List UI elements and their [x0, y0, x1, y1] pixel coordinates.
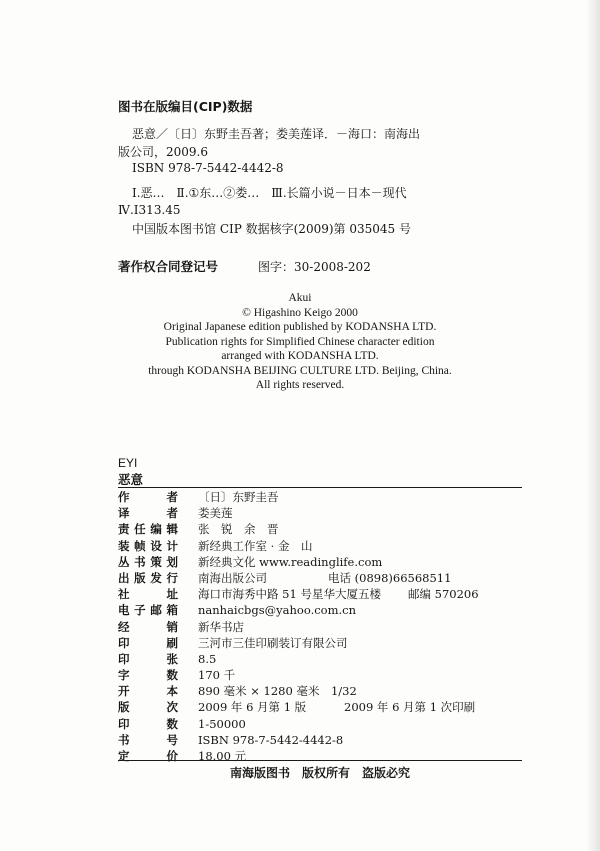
- info-label: 开本: [118, 684, 178, 699]
- cip-subject: Ⅰ.恶… Ⅱ.①东…②娄… Ⅲ.长篇小说－日本－现代: [132, 186, 407, 200]
- publication-info-table: [118, 489, 522, 764]
- info-value: 新华书店: [198, 619, 244, 634]
- info-label: 经销: [118, 619, 178, 634]
- info-label: 字数: [118, 668, 178, 683]
- info-value: 2009 年 6 月第 1 版: [198, 700, 307, 715]
- info-label: 责任编辑: [118, 522, 178, 537]
- divider-bottom: [118, 760, 522, 761]
- cip-heading: 图书在版编目(CIP)数据: [118, 99, 253, 114]
- info-label: 印张: [118, 651, 178, 666]
- info-row: [118, 489, 522, 505]
- info-label: 译者: [118, 506, 178, 521]
- info-label: 出版发行: [118, 570, 178, 585]
- info-value: 8.5: [198, 651, 217, 666]
- info-extra: 邮编 570206: [408, 587, 479, 602]
- info-value: 娄美莲: [198, 506, 233, 521]
- cip-record-number: 中国版本图书馆 CIP 数据核字(2009)第 035045 号: [132, 222, 411, 236]
- info-row: [118, 570, 522, 586]
- cip-classification: Ⅳ.I313.45: [118, 203, 181, 217]
- info-row: [118, 619, 522, 635]
- series-code: EYI: [118, 456, 138, 470]
- info-row: [118, 651, 522, 667]
- info-label: 作者: [118, 490, 178, 504]
- copyright-notice: [150, 291, 450, 393]
- info-row: [118, 667, 522, 683]
- copyright-line: arranged with KODANSHA LTD.: [221, 350, 379, 362]
- info-row: [118, 505, 522, 521]
- info-row: [118, 554, 522, 570]
- copyright-holder: © Higashino Keigo 2000: [242, 306, 358, 319]
- info-value: 新经典文化 www.readinglife.com: [198, 554, 383, 569]
- info-value: 890 毫米 × 1280 毫米 1/32: [198, 684, 357, 699]
- info-row: [118, 748, 522, 764]
- copyright-line: through KODANSHA BEIJING CULTURE LTD. Beijing, China.: [148, 364, 452, 377]
- info-label: 版次: [118, 700, 178, 715]
- info-row: [118, 699, 522, 715]
- scan-shadow: [586, 0, 600, 851]
- info-extra: 电话 (0898)66568511: [328, 570, 452, 585]
- info-value: ISBN 978-7-5442-4442-8: [198, 732, 344, 747]
- cip-line: 版公司，2009.6: [118, 145, 208, 159]
- copyright-line: Original Japanese edition published by KODANSHA LTD.: [163, 321, 437, 333]
- info-row: [118, 538, 522, 554]
- info-row: [118, 635, 522, 651]
- info-row: [118, 521, 522, 537]
- info-label: 印刷: [118, 635, 178, 650]
- cip-isbn: ISBN 978-7-5442-4442-8: [132, 161, 284, 175]
- info-value: 〔日〕东野圭吾: [198, 490, 279, 504]
- info-row: [118, 732, 522, 748]
- info-value: nanhaicbgs@yahoo.com.cn: [198, 603, 357, 618]
- original-title: Akui: [288, 292, 312, 304]
- info-value: 三河市三佳印刷装订有限公司: [198, 635, 348, 650]
- info-extra: 2009 年 6 月第 1 次印刷: [344, 700, 476, 715]
- info-label: 社址: [118, 587, 178, 602]
- info-label: 定价: [118, 749, 178, 763]
- info-value: 海口市海秀中路 51 号星华大厦五楼: [198, 587, 381, 602]
- cip-line: 恶意／〔日〕东野圭吾著；娄美莲译．－海口：南海出: [132, 127, 421, 141]
- info-label: 丛书策划: [118, 554, 178, 569]
- divider-top: [118, 487, 522, 488]
- info-value: 南海出版公司: [198, 570, 267, 585]
- info-label: 电子邮箱: [118, 603, 178, 618]
- info-row: [118, 602, 522, 618]
- info-value: 170 千: [198, 668, 236, 683]
- info-value: 新经典工作室 · 金 山: [198, 538, 313, 553]
- info-row: [118, 586, 522, 602]
- copyright-line: Publication rights for Simplified Chinese character edition: [165, 335, 435, 348]
- registration-value: 图字：30-2008-202: [258, 260, 371, 274]
- info-value: 18.00 元: [198, 749, 247, 763]
- info-row: [118, 683, 522, 699]
- footer-notice: 南海版图书 版权所有 盗版必究: [229, 766, 410, 780]
- info-value: 1-50000: [198, 716, 246, 731]
- copyright-line: All rights reserved.: [255, 379, 345, 391]
- info-label: 书号: [118, 732, 178, 747]
- info-label: 装帧设计: [118, 538, 178, 553]
- info-label: 印数: [118, 716, 178, 731]
- book-title: 恶意: [118, 472, 144, 487]
- registration-label: 著作权合同登记号: [118, 259, 219, 274]
- info-value: 张 锐 余 晋: [198, 522, 279, 537]
- info-row: [118, 716, 522, 732]
